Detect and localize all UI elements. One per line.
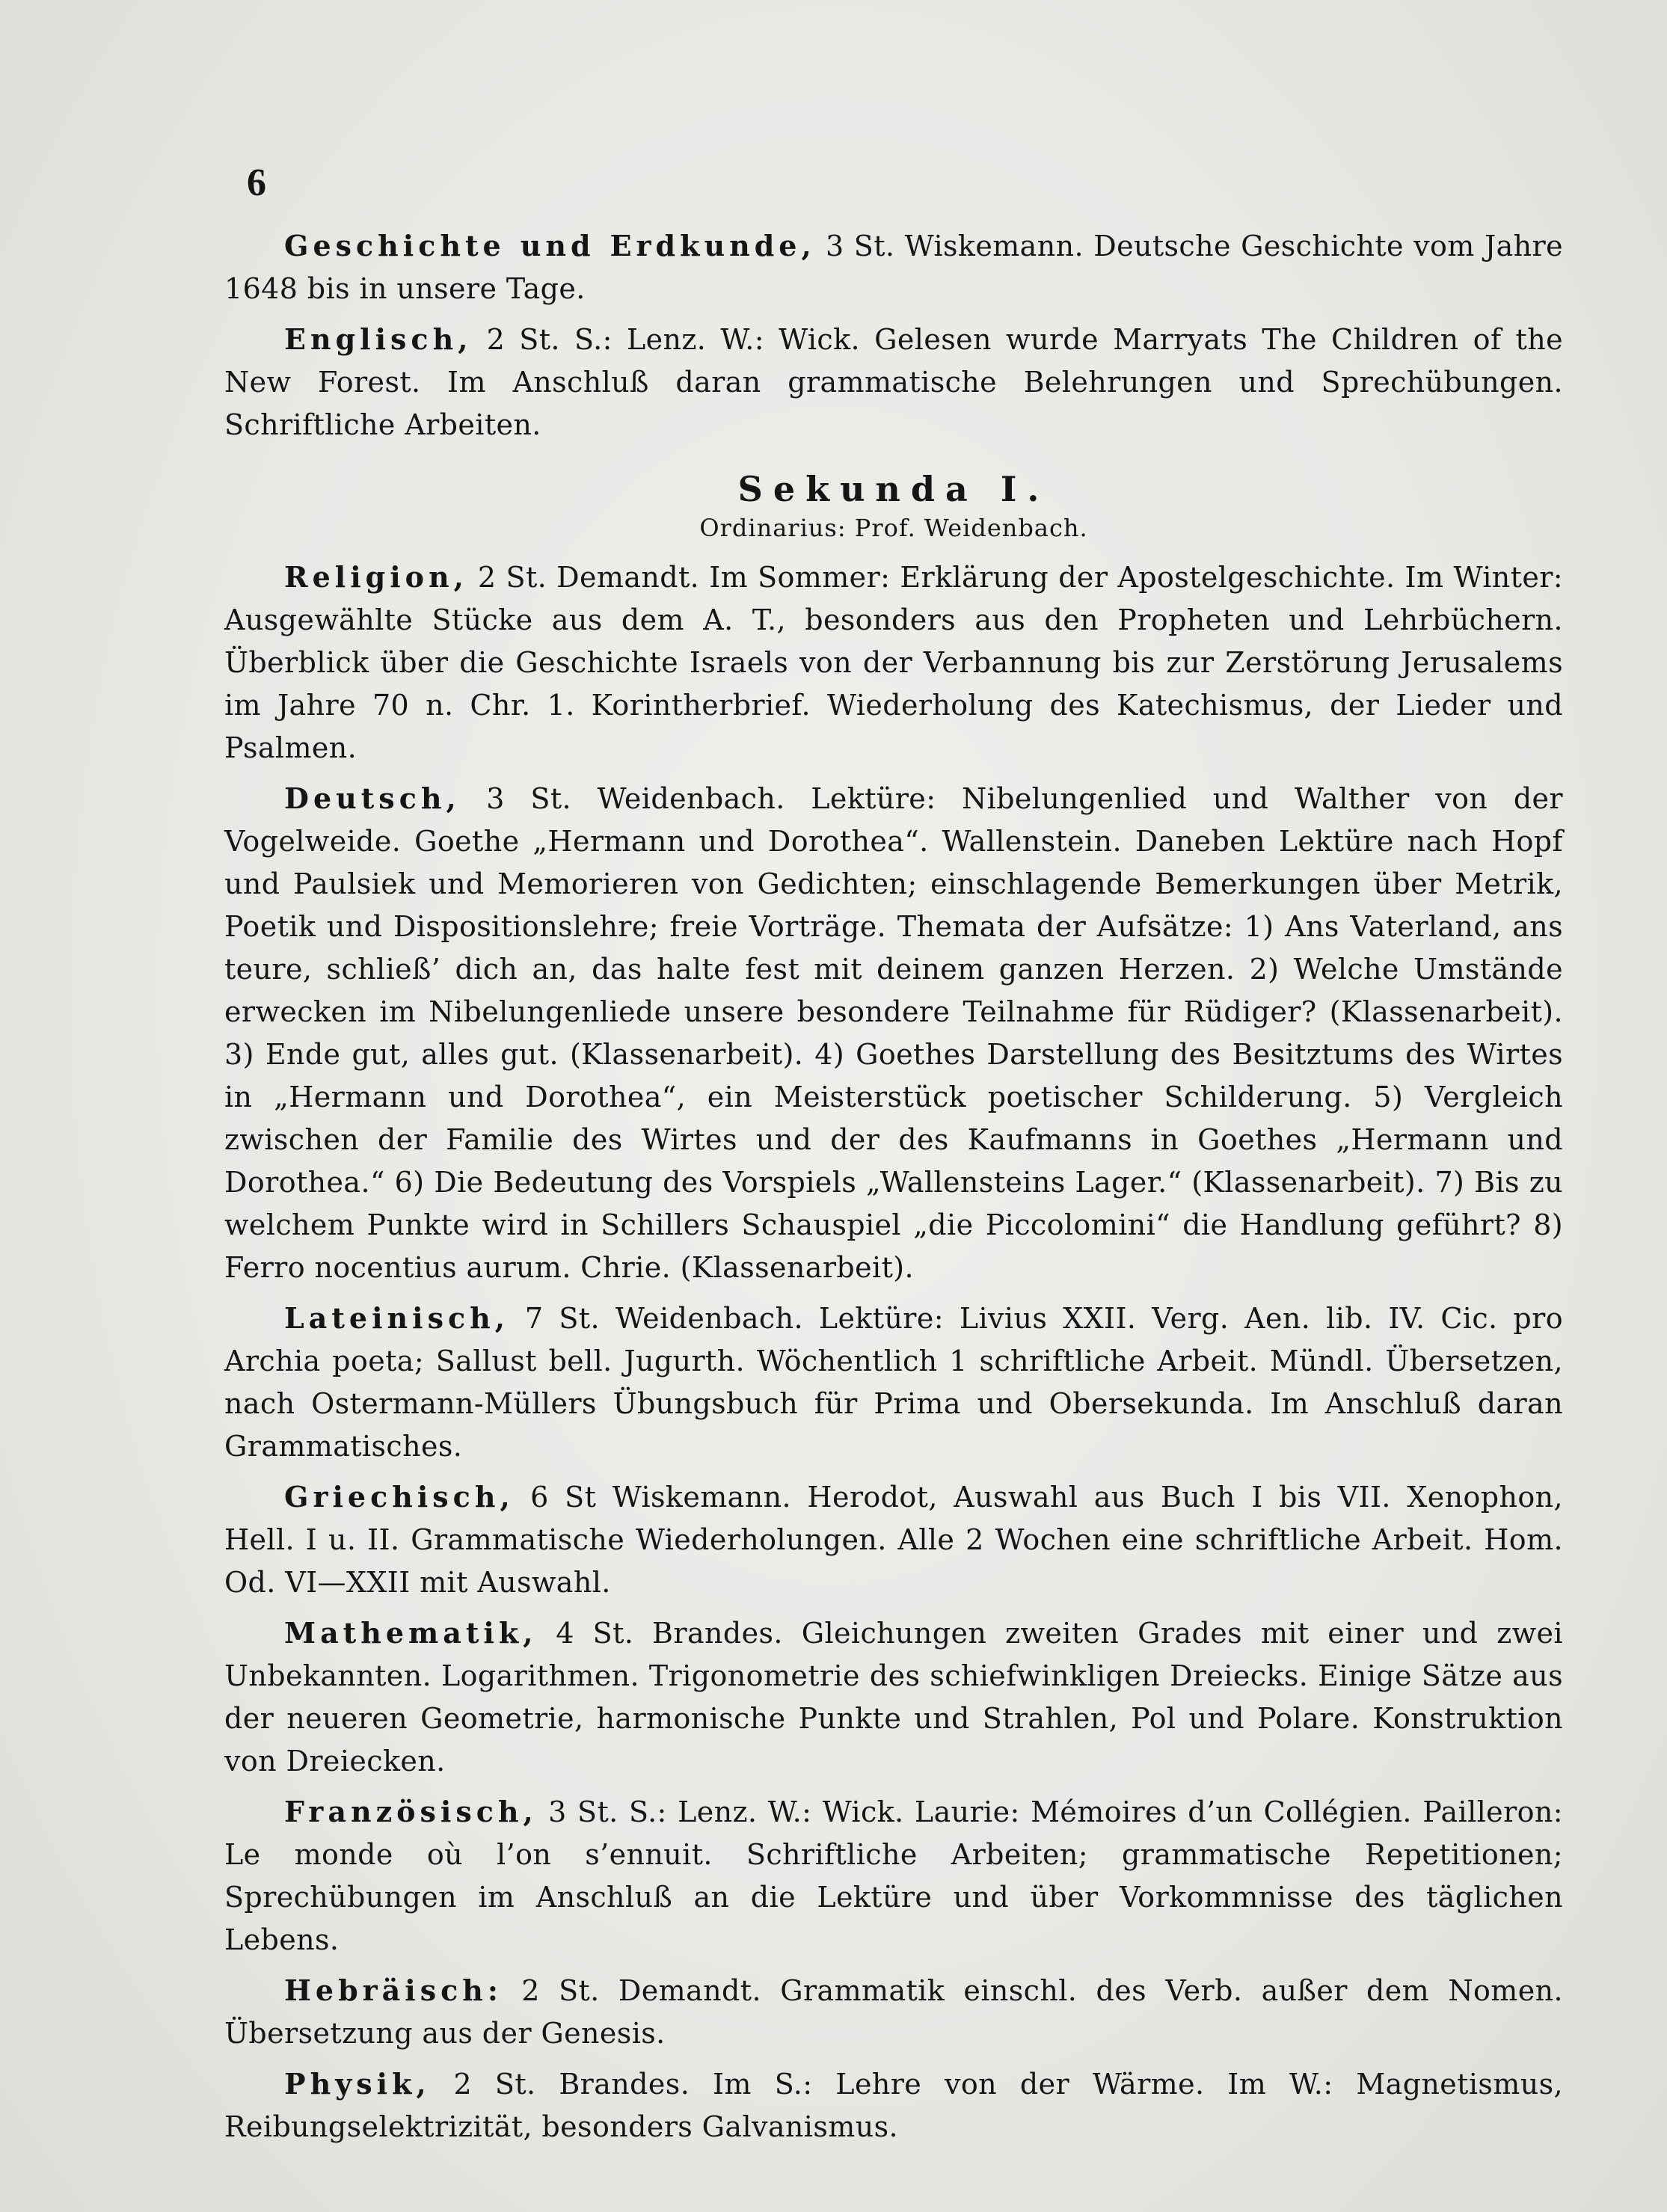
body-text [224, 224, 1563, 2156]
subject-heading: Geschichte und Erdkunde, [284, 229, 816, 262]
paragraph-franzoesisch [224, 1790, 1563, 1961]
section-title: Sekunda I. [737, 469, 1050, 509]
paragraph-mathematik [224, 1612, 1563, 1783]
subject-heading: Hebräisch: [284, 1973, 503, 2007]
paragraph-griechisch [224, 1475, 1563, 1604]
paragraph-text: 2 St. Demandt. Grammatik einschl. des Verb. außer dem Nomen. Übersetzung aus der Genesis. [224, 1974, 1563, 2050]
subject-heading: Religion, [284, 560, 468, 594]
paragraph-text: 2 St. S.: Lenz. W.: Wick. Gelesen wurde Marryats The Children of the New Forest. Im Anschluß daran grammatische Belehrungen und Sprechübungen. Schriftliche Arbeiten. [224, 323, 1563, 441]
paragraph-text: 6 St Wiskemann. Herodot, Auswahl aus Buch I bis VII. Xenophon, Hell. I u. II. Grammatische Wiederholungen. Alle 2 Wochen eine schriftliche Arbeit. Hom. Od. VI—XXII mit Auswahl. [224, 1481, 1563, 1599]
paragraph-text: 2 St. Demandt. Im Sommer: Erklärung der Apostelgeschichte. Im Winter: Ausgewählte Stücke aus dem A. T., besonders aus den Propheten und Lehrbüchern. Überblick über die Geschichte Israels von der Verbannung bis zur Zerstörung Jerusalems im Jahre 70 n. Chr. 1. Korintherbrief. Wiederholung des Katechismus, der Lieder und Psalmen. [224, 561, 1563, 764]
paragraph-text: 2 St. Brandes. Im S.: Lehre von der Wärme. Im W.: Magnetismus, Reibungselektrizität, besonders Galvanismus. [224, 2068, 1563, 2143]
paragraph-religion [224, 556, 1563, 769]
paragraph-physik [224, 2062, 1563, 2148]
paragraph-text: 7 St. Weidenbach. Lektüre: Livius XXII. Verg. Aen. lib. IV. Cic. pro Archia poeta; Sallust bell. Jugurth. Wöchentlich 1 schriftliche Arbeit. Mündl. Übersetzen, nach Ostermann-Müllers Übungsbuch für Prima und Obersekunda. Im Anschluß daran Grammatisches. [224, 1302, 1563, 1463]
paragraph-englisch [224, 318, 1563, 446]
subject-heading: Mathematik, [284, 1616, 538, 1650]
paragraph-text: 3 St. Wiskemann. Deutsche Geschichte vom Jahre 1648 bis in unsere Tage. [224, 230, 1564, 305]
subject-heading: Französisch, [284, 1795, 538, 1828]
subject-heading: Englisch, [284, 322, 473, 356]
paragraph-text: 3 St. S.: Lenz. W.: Wick. Laurie: Mémoires d’un Collégien. Pailleron: Le monde où l’on s’ennuit. Schriftliche Arbeiten; grammatische Repetitionen; Sprechübungen im Anschluß an die Lektüre und über Vorkommnisse des täglichen Lebens. [224, 1795, 1563, 1956]
subject-heading: Griechisch, [284, 1480, 515, 1514]
paragraph-deutsch [224, 777, 1563, 1289]
paragraph-text: 4 St. Brandes. Gleichungen zweiten Grades mit einer und zwei Unbekannten. Logarithmen. Trigonometrie des schiefwinkligen Dreiecks. Einige Sätze aus der neueren Geometrie, harmonische Punkte und Strahlen, Pol und Polare. Konstruktion von Dreiecken. [224, 1617, 1563, 1778]
paragraph-lateinisch [224, 1297, 1563, 1468]
section-subtitle: Ordinarius: Prof. Weidenbach. [699, 514, 1088, 542]
page-number: 6 [247, 162, 266, 204]
paragraph-hebraeisch [224, 1969, 1563, 2055]
paragraph-text: 3 St. Weidenbach. Lektüre: Nibelungenlied und Walther von der Vogelweide. Goethe „Hermann und Dorothea“. Wallenstein. Daneben Lektüre nach Hopf und Paulsiek und Memorieren von Gedichten; einschlagende Bemerkungen über Metrik, Poetik und Dispositionslehre; freie Vorträge. Themata der Aufsätze: 1) Ans Vaterland, ans teure, schließ’ dich an, das halte fest mit deinem ganzen Herzen. 2) Welche Umstände erwecken im Nibelungenliede unsere besondere Teilnahme für Rüdiger? (Klassenarbeit). 3) Ende gut, alles gut. (Klassenarbeit). 4) Goethes Darstellung des Besitztums des Wirtes in „Hermann und Dorothea“, ein Meisterstück poetischer Schilderung. 5) Vergleich zwischen der Familie des Wirtes und der des Kaufmanns in Goethes „Hermann und Dorothea.“ 6) Die Bedeutung des Vorspiels „Wallensteins Lager.“ (Klassenarbeit). 7) Bis zu welchem Punkte wird in Schillers Schauspiel „die Piccolomini“ die Handlung geführt? 8) Ferro nocentius aurum. Chrie. (Klassenarbeit). [224, 782, 1563, 1284]
paragraph-geschichte [224, 224, 1563, 310]
subject-heading: Physik, [284, 2067, 431, 2101]
subject-heading: Deutsch, [284, 781, 461, 815]
subject-heading: Lateinisch, [284, 1301, 509, 1335]
